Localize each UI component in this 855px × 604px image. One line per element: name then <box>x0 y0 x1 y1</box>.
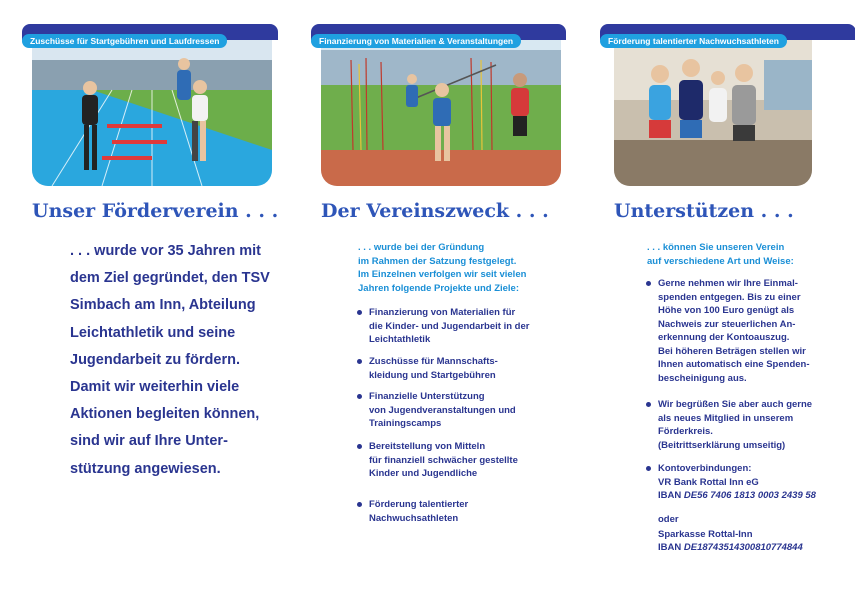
bullet-dot-icon <box>357 394 362 399</box>
intro-line: im Rahmen der Satzung festgelegt. <box>358 255 517 267</box>
list-item-line: bescheinigung aus. <box>658 372 747 384</box>
body-line: Aktionen begleiten können, <box>70 406 260 423</box>
body-line: sind wir auf Ihre Unter- <box>70 433 228 450</box>
photo-young-athletes <box>614 40 812 186</box>
bank-name: Sparkasse Rottal-Inn <box>658 528 753 540</box>
bullet-dot-icon <box>646 402 651 407</box>
iban-line <box>658 489 816 503</box>
list-item <box>658 462 816 503</box>
bullet-dot-icon <box>646 466 651 471</box>
list-item-line: Höhe von 100 Euro genügt als <box>658 305 795 316</box>
photo-caption-pill: Zuschüsse für Startgebühren und Laufdressen <box>22 34 227 48</box>
bullet-dot-icon <box>357 310 362 315</box>
list-item <box>369 306 529 347</box>
list-item <box>369 440 518 481</box>
list-item <box>658 277 810 385</box>
body-line: Damit wir weiterhin viele <box>70 379 240 396</box>
list-item <box>369 390 516 431</box>
heading-unterstuetzen: Unterstützen . . . <box>614 200 794 222</box>
iban-label: IBAN <box>658 542 682 553</box>
list-item-line: Nachwuchsathleten <box>369 512 459 524</box>
list-item-line: Bereitstellung von Mitteln <box>369 441 486 452</box>
body-line: . . . wurde vor 35 Jahren mit <box>70 243 261 259</box>
iban-value: DE18743514300810774844 <box>683 542 803 553</box>
intro-line: . . . wurde bei der Gründung <box>358 242 485 253</box>
list-item-line: als neues Mitglied in unserem <box>658 412 794 424</box>
panel-foerderverein <box>0 0 280 604</box>
intro-line: Jahren folgende Projekte und Ziele: <box>358 282 520 294</box>
photo-javelin-training <box>321 40 561 186</box>
list-item-line: Zuschüsse für Mannschafts- <box>369 356 498 367</box>
photo-caption-pill: Finanzierung von Materialien & Veranstaltungen <box>311 34 521 48</box>
heading-vereinszweck: Der Vereinszweck . . . <box>321 200 549 222</box>
iban-label: IBAN <box>658 490 682 501</box>
heading-foerderverein: Unser Förderverein . . . <box>32 200 279 222</box>
intro-unterstuetzen <box>647 241 794 268</box>
list-item-line: Trainingscamps <box>369 418 442 429</box>
intro-line: Im Einzelnen verfolgen wir seit vielen <box>358 269 527 280</box>
list-item-line: die Kinder- und Jugendarbeit in der <box>369 320 530 332</box>
list-item <box>658 398 812 452</box>
body-line: Jugendarbeit zu fördern. <box>70 351 240 368</box>
list-item-line: Wir begrüßen Sie aber auch gerne <box>658 399 813 410</box>
list-item-line: Förderkreis. <box>658 426 713 437</box>
list-item-line: von Jugendveranstaltungen und <box>369 404 516 416</box>
photo-track-athletes <box>32 40 272 186</box>
list-item <box>369 498 468 525</box>
list-item-line: Förderung talentierter <box>369 499 469 510</box>
list-item <box>369 355 498 382</box>
bullet-dot-icon <box>357 444 362 449</box>
intro-line: auf verschiedene Art und Weise: <box>647 255 794 267</box>
list-item-line: kleidung und Startgebühren <box>369 369 496 381</box>
panel-unterstuetzen <box>578 0 855 604</box>
iban-value: DE56 7406 1813 0003 2439 58 <box>683 490 816 501</box>
bullet-dot-icon <box>646 281 651 286</box>
list-item-line: Leichtathletik <box>369 334 431 345</box>
list-item-line: Finanzielle Unterstützung <box>369 391 485 402</box>
list-item-line: erkennung der Kontoauszug. <box>658 332 790 343</box>
list-item-line: Finanzierung von Materialien für <box>369 307 516 318</box>
list-item-line: spenden entgegen. Bis zu einer <box>658 291 801 303</box>
list-item-line: (Beitrittserklärung umseitig) <box>658 439 786 451</box>
photo-caption-pill: Förderung talentierter Nachwuchsathleten <box>600 34 787 48</box>
list-item-line: Gerne nehmen wir Ihre Einmal- <box>658 278 798 289</box>
list-item-line: Kontoverbindungen: <box>658 463 752 474</box>
list-item-line: Bei höheren Beträgen stellen wir <box>658 345 806 357</box>
body-line: dem Ziel gegründet, den TSV <box>70 270 270 287</box>
intro-vereinszweck <box>358 241 526 295</box>
list-item-line: VR Bank Rottal Inn eG <box>658 476 759 488</box>
list-item-line: Ihnen automatisch eine Spenden- <box>658 359 810 370</box>
oder-text: oder <box>658 514 679 525</box>
list-item-line: Kinder und Jugendliche <box>369 468 478 479</box>
list-item-line: für finanziell schwächer gestellte <box>369 454 518 466</box>
body-line: stützung angewiesen. <box>70 460 221 477</box>
body-line: Simbach am Inn, Abteilung <box>70 297 256 314</box>
intro-line: . . . können Sie unseren Verein <box>647 242 785 253</box>
body-text-foerderverein <box>70 238 280 483</box>
iban-line <box>658 541 803 555</box>
second-account <box>658 513 803 555</box>
bullet-dot-icon <box>357 359 362 364</box>
panel-vereinszweck <box>288 0 568 604</box>
body-line: Leichtathletik und seine <box>70 324 236 341</box>
list-item-line: Nachweis zur steuerlichen An- <box>658 318 796 330</box>
bullet-dot-icon <box>357 502 362 507</box>
